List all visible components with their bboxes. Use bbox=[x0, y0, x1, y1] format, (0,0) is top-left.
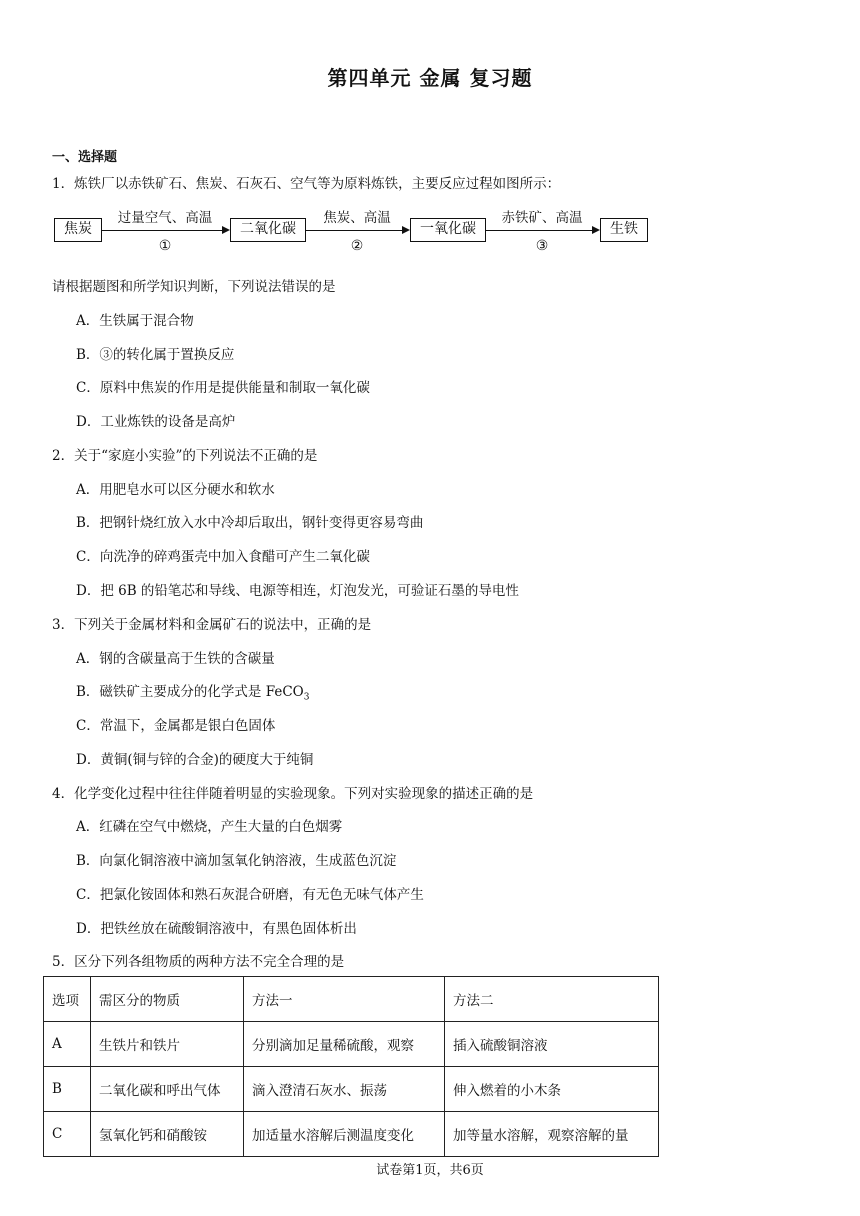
table-cell: 加适量水溶解后测温度变化 bbox=[244, 1112, 445, 1157]
flow-step-3-number: ③ bbox=[535, 238, 549, 254]
question-4-stem: 4．化学变化过程中往往伴随着明显的实验现象。下列对实验现象的描述正确的是 bbox=[52, 786, 534, 802]
table-cell: B bbox=[44, 1067, 91, 1112]
question-3-option-c: C．常温下，金属都是银白色固体 bbox=[76, 718, 276, 734]
table-header-cell: 方法一 bbox=[244, 977, 445, 1022]
question-3-stem: 3．下列关于金属材料和金属矿石的说法中，正确的是 bbox=[52, 617, 372, 633]
question-4-option-c: C．把氯化铵固体和熟石灰混合研磨，有无色无味气体产生 bbox=[76, 887, 424, 903]
flow-box-coke: 焦炭 bbox=[54, 218, 102, 242]
table-cell: 二氧化碳和呼出气体 bbox=[91, 1067, 244, 1112]
table-row bbox=[44, 1067, 659, 1112]
table-row bbox=[44, 1112, 659, 1157]
question-1-option-c: C．原料中焦炭的作用是提供能量和制取一氧化碳 bbox=[76, 380, 370, 396]
table-row bbox=[44, 1022, 659, 1067]
flow-box-carbon-monoxide: 一氧化碳 bbox=[410, 218, 486, 242]
table-cell: 加等量水溶解，观察溶解的量 bbox=[445, 1112, 659, 1157]
question-2-option-d: D．把 6B 的铅笔芯和导线、电源等相连，灯泡发光，可验证石墨的导电性 bbox=[76, 583, 519, 599]
question-4-option-a: A．红磷在空气中燃烧，产生大量的白色烟雾 bbox=[76, 819, 343, 835]
table-cell: 滴入澄清石灰水、振荡 bbox=[244, 1067, 445, 1112]
flow-step-3-label: 赤铁矿、高温 bbox=[501, 210, 583, 226]
question-4-option-d: D．把铁丝放在硫酸铜溶液中，有黑色固体析出 bbox=[76, 921, 357, 937]
question-3-option-b bbox=[76, 680, 309, 703]
page-title: 第四单元 金属 复习题 bbox=[327, 66, 533, 90]
subscript: 3 bbox=[303, 692, 310, 703]
question-2-option-b: B．把钢针烧红放入水中冷却后取出，钢针变得更容易弯曲 bbox=[76, 515, 424, 531]
table-cell: 伸入燃着的小木条 bbox=[445, 1067, 659, 1112]
question-1-option-a: A．生铁属于混合物 bbox=[76, 313, 194, 329]
flow-arrow-1 bbox=[102, 230, 228, 231]
table-cell: A bbox=[44, 1022, 91, 1067]
question-1-option-b: B．③的转化属于置换反应 bbox=[76, 347, 235, 363]
question-2-option-c: C．向洗净的碎鸡蛋壳中加入食醋可产生二氧化碳 bbox=[76, 549, 370, 565]
flow-arrow-3 bbox=[486, 230, 598, 231]
question-3-option-b-text: B．磁铁矿主要成分的化学式是 FeCO bbox=[76, 684, 304, 700]
question-1-option-d: D．工业炼铁的设备是高炉 bbox=[76, 414, 236, 430]
question-1-stem: 1．炼铁厂以赤铁矿石、焦炭、石灰石、空气等为原料炼铁，主要反应过程如图所示： bbox=[52, 176, 561, 192]
question-1-prompt: 请根据题图和所学知识判断，下列说法错误的是 bbox=[52, 279, 336, 295]
table-header-row bbox=[44, 977, 659, 1022]
section-heading: 一、选择题 bbox=[52, 150, 118, 165]
question-5-stem: 5．区分下列各组物质的两种方法不完全合理的是 bbox=[52, 954, 345, 970]
table-cell: 氢氧化钙和硝酸铵 bbox=[91, 1112, 244, 1157]
question-2-option-a: A．用肥皂水可以区分硬水和软水 bbox=[76, 482, 275, 498]
page-footer: 试卷第1页，共6页 bbox=[376, 1163, 484, 1178]
table-cell: C bbox=[44, 1112, 91, 1157]
table-header-cell: 选项 bbox=[44, 977, 91, 1022]
table-cell: 分别滴加足量稀硫酸，观察 bbox=[244, 1022, 445, 1067]
iron-smelting-flow-diagram bbox=[54, 204, 654, 264]
question-5-table bbox=[43, 976, 659, 1157]
table-cell: 插入硫酸铜溶液 bbox=[445, 1022, 659, 1067]
question-4-option-b: B．向氯化铜溶液中滴加氢氧化钠溶液，生成蓝色沉淀 bbox=[76, 853, 397, 869]
flow-box-carbon-dioxide: 二氧化碳 bbox=[230, 218, 306, 242]
question-3-option-d: D．黄铜(铜与锌的合金)的硬度大于纯铜 bbox=[76, 752, 314, 768]
table-header-cell: 需区分的物质 bbox=[91, 977, 244, 1022]
flow-step-1-label: 过量空气、高温 bbox=[117, 210, 213, 226]
flow-step-2-label: 焦炭、高温 bbox=[323, 210, 391, 226]
question-3-option-a: A．钢的含碳量高于生铁的含碳量 bbox=[76, 651, 275, 667]
flow-arrow-2 bbox=[306, 230, 408, 231]
table-cell: 生铁片和铁片 bbox=[91, 1022, 244, 1067]
flow-step-2-number: ② bbox=[350, 238, 364, 254]
table-header-cell: 方法二 bbox=[445, 977, 659, 1022]
flow-box-pig-iron: 生铁 bbox=[600, 218, 648, 242]
flow-step-1-number: ① bbox=[158, 238, 172, 254]
question-2-stem: 2．关于“家庭小实验”的下列说法不正确的是 bbox=[52, 448, 318, 464]
